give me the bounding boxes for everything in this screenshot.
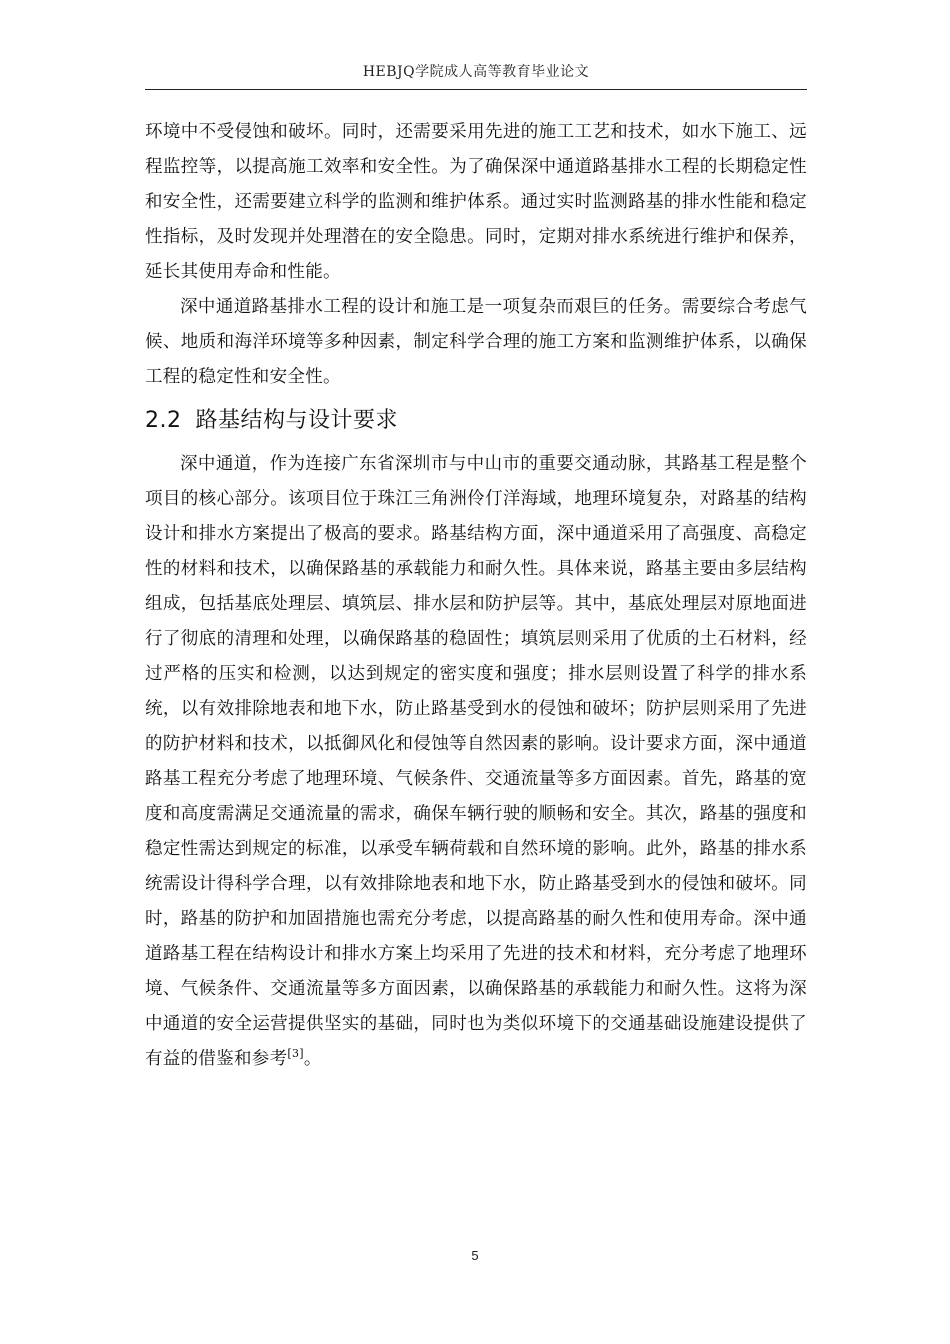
page-header: [145, 62, 807, 90]
paragraph-structure: [145, 447, 807, 1077]
document-body: [145, 115, 807, 1077]
section-title: 路基结构与设计要求: [195, 408, 399, 433]
paragraph-summary: 深中通道路基排水工程的设计和施工是一项复杂而艰巨的任务。需要综合考虑气候、地质和海洋环境等多种因素，制定科学合理的施工方案和监测维护体系，以确保工程的稳定性和安全性。: [145, 297, 807, 387]
paragraph-end-mark: 。: [303, 1049, 322, 1069]
section-number: 2.2: [145, 408, 182, 433]
paragraph-structure-text: 深中通道，作为连接广东省深圳市与中山市的重要交通动脉，其路基工程是整个项目的核心部分。该项目位于珠江三角洲伶仃洋海域，地理环境复杂，对路基的结构设计和排水方案提出了极高的要求。路基结构方面，深中通道采用了高强度、高稳定性的材料和技术，以确保路基的承载能力和耐久性。具体来说，路基主要由多层结构组成，包括基底处理层、填筑层、排水层和防护层等。其中，基底处理层对原地面进行了彻底的清理和处理，以确保路基的稳固性；填筑层则采用了优质的土石材料，经过严格的压实和检测，以达到规定的密实度和强度；排水层则设置了科学的排水系统，以有效排除地表和地下水，防止路基受到水的侵蚀和破坏；防护层则采用了先进的防护材料和技术，以抵御风化和侵蚀等自然因素的影响。设计要求方面，深中通道路基工程充分考虑了地理环境、气候条件、交通流量等多方面因素。首先，路基的宽度和高度需满足交通流量的需求，确保车辆行驶的顺畅和安全。其次，路基的强度和稳定性需达到规定的标准，以承受车辆荷载和自然环境的影响。此外，路基的排水系统需设计得科学合理，以有效排除地表和地下水，防止路基受到水的侵蚀和破坏。同时，路基的防护和加固措施也需充分考虑，以提高路基的耐久性和使用寿命。深中通道路基工程在结构设计和排水方案上均采用了先进的技术和材料，充分考虑了地理环境、气候条件、交通流量等多方面因素，以确保路基的承载能力和耐久性。这将为深中通道的安全运营提供坚实的基础，同时也为类似环境下的交通基础设施建设提供了有益的借鉴和参考: [145, 454, 807, 1069]
page-number: 5: [471, 1248, 479, 1263]
header-title: HEBJQ学院成人高等教育毕业论文: [362, 64, 590, 80]
paragraph-continued: 环境中不受侵蚀和破坏。同时，还需要采用先进的施工工艺和技术，如水下施工、远程监控等，以提高施工效率和安全性。为了确保深中通道路基排水工程的长期稳定性和安全性，还需要建立科学的监测和维护体系。通过实时监测路基的排水性能和稳定性指标，及时发现并处理潜在的安全隐患。同时，定期对排水系统进行维护和保养，延长其使用寿命和性能。: [145, 122, 807, 282]
section-heading: [145, 401, 807, 441]
citation-ref: [3]: [287, 1047, 304, 1061]
